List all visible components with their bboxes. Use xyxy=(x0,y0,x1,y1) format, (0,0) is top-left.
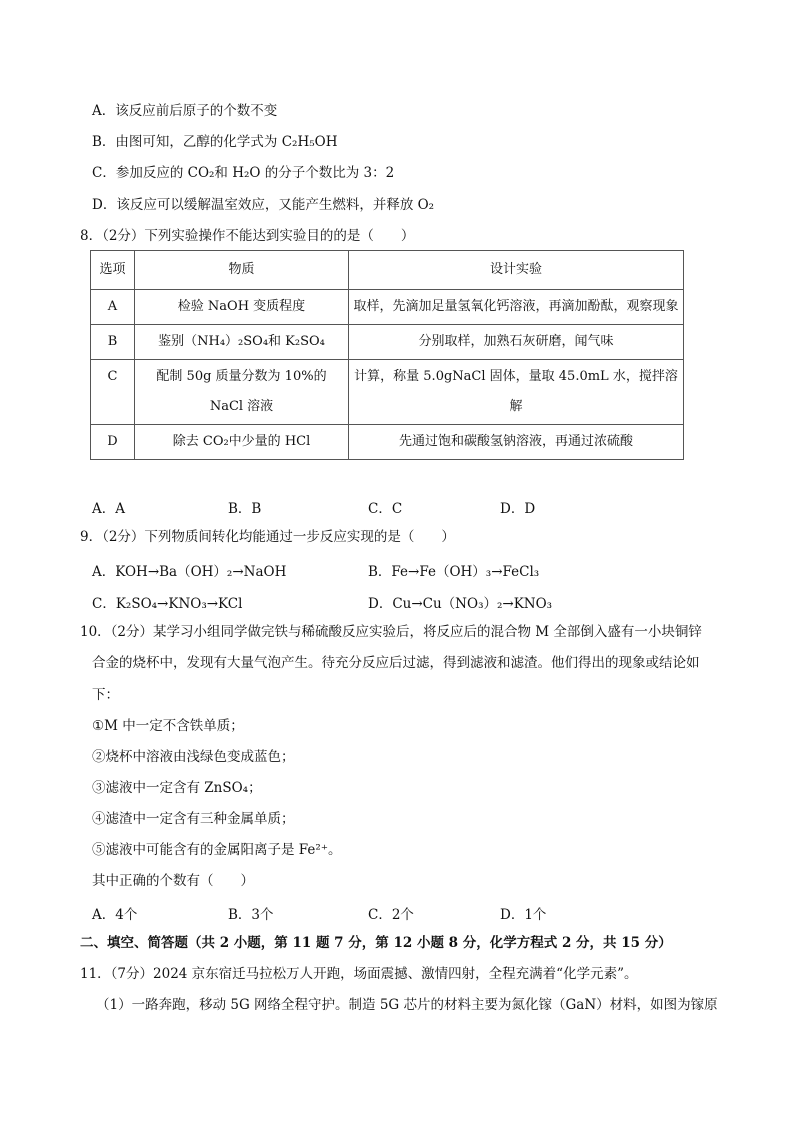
q8-answer-b: B．B xyxy=(228,501,262,517)
q10-answer-b: B．3个 xyxy=(228,907,274,923)
q10-stem-line-1: 10．（2分）某学习小组同学做完铁与稀硫酸反应实验后，将反应后的混合物 M 全部倒入盛有一小块铜锌 xyxy=(80,624,702,640)
q8-answer-c: C．C xyxy=(368,501,403,517)
table-header-row xyxy=(91,251,684,290)
header-substance: 物质 xyxy=(135,251,349,290)
q10-statement-5: ⑤滤液中可能含有的金属阳离子是 Fe²⁺。 xyxy=(92,842,342,858)
cell-option: D xyxy=(91,425,135,460)
cell-design: 先通过饱和碳酸氢钠溶液，再通过浓硫酸 xyxy=(349,425,684,460)
cell-design: 计算，称量 5.0gNaCl 固体，量取 45.0mL 水，搅拌溶解 xyxy=(349,360,684,425)
q10-answer-d: D．1个 xyxy=(500,907,547,923)
q11-stem: 11．（7分）2024 京东宿迁马拉松万人开跑，场面震撼、激情四射，全程充满着“化学元素”。 xyxy=(80,966,638,982)
q8-answer-a: A．A xyxy=(92,501,125,517)
cell-option: A xyxy=(91,290,135,325)
q10-question: 其中正确的个数有（ ） xyxy=(92,873,254,889)
q9-option-d: D．Cu→Cu（NO₃）₂→KNO₃ xyxy=(368,596,553,612)
q8-answer-d: D．D xyxy=(500,501,536,517)
q10-answer-c: C．2个 xyxy=(368,907,414,923)
table-row xyxy=(91,290,684,325)
q8-stem: 8．（2分）下列实验操作不能达到实验目的的是（ ） xyxy=(80,228,415,244)
q10-statement-3: ③滤液中一定含有 ZnSO₄； xyxy=(92,780,262,796)
q10-statement-4: ④滤渣中一定含有三种金属单质； xyxy=(92,811,295,827)
header-option: 选项 xyxy=(91,251,135,290)
q7-option-a: A．该反应前后原子的个数不变 xyxy=(92,103,278,119)
q10-stem-line-3: 下： xyxy=(92,687,119,703)
q7-option-c: C．参加反应的 CO₂和 H₂O 的分子个数比为 3：2 xyxy=(92,165,395,181)
table-row xyxy=(91,425,684,460)
q9-option-a: A．KOH→Ba（OH）₂→NaOH xyxy=(92,564,287,580)
q9-option-b: B．Fe→Fe（OH）₃→FeCl₃ xyxy=(368,564,540,580)
q8-table xyxy=(90,250,684,460)
cell-substance: 除去 CO₂中少量的 HCl xyxy=(135,425,349,460)
table-row xyxy=(91,325,684,360)
q11-sub1: （1）一路奔跑，移动 5G 网络全程守护。制造 5G 芯片的材料主要为氮化镓（GaN）材料，如图为镓原 xyxy=(96,997,718,1013)
table-row xyxy=(91,360,684,425)
cell-design: 取样，先滴加足量氢氧化钙溶液，再滴加酚酞，观察现象 xyxy=(349,290,684,325)
section-2-heading: 二、填空、简答题（共 2 小题，第 11 题 7 分，第 12 小题 8 分，化学方程式 2 分，共 15 分） xyxy=(80,935,672,951)
q7-option-d: D．该反应可以缓解温室效应，又能产生燃料，并释放 O₂ xyxy=(92,197,435,213)
q7-option-b: B．由图可知，乙醇的化学式为 C₂H₅OH xyxy=(92,134,338,150)
q10-statement-2: ②烧杯中溶液由浅绿色变成蓝色； xyxy=(92,749,295,765)
cell-substance: 检验 NaOH 变质程度 xyxy=(135,290,349,325)
q10-stem-line-2: 合金的烧杯中，发现有大量气泡产生。待充分反应后过滤，得到滤液和滤渣。他们得出的现象或结论如 xyxy=(92,655,700,671)
cell-substance: 鉴别（NH₄）₂SO₄和 K₂SO₄ xyxy=(135,325,349,360)
q10-statement-1: ①M 中一定不含铁单质； xyxy=(92,718,244,734)
cell-design: 分别取样，加熟石灰研磨，闻气味 xyxy=(349,325,684,360)
q10-answer-a: A．4个 xyxy=(92,907,138,923)
cell-option: B xyxy=(91,325,135,360)
cell-option: C xyxy=(91,360,135,425)
q9-stem: 9．（2分）下列物质间转化均能通过一步反应实现的是（ ） xyxy=(80,529,455,545)
q9-option-c: C．K₂SO₄→KNO₃→KCl xyxy=(92,596,243,612)
cell-substance: 配制 50g 质量分数为 10%的 NaCl 溶液 xyxy=(135,360,349,425)
header-design: 设计实验 xyxy=(349,251,684,290)
